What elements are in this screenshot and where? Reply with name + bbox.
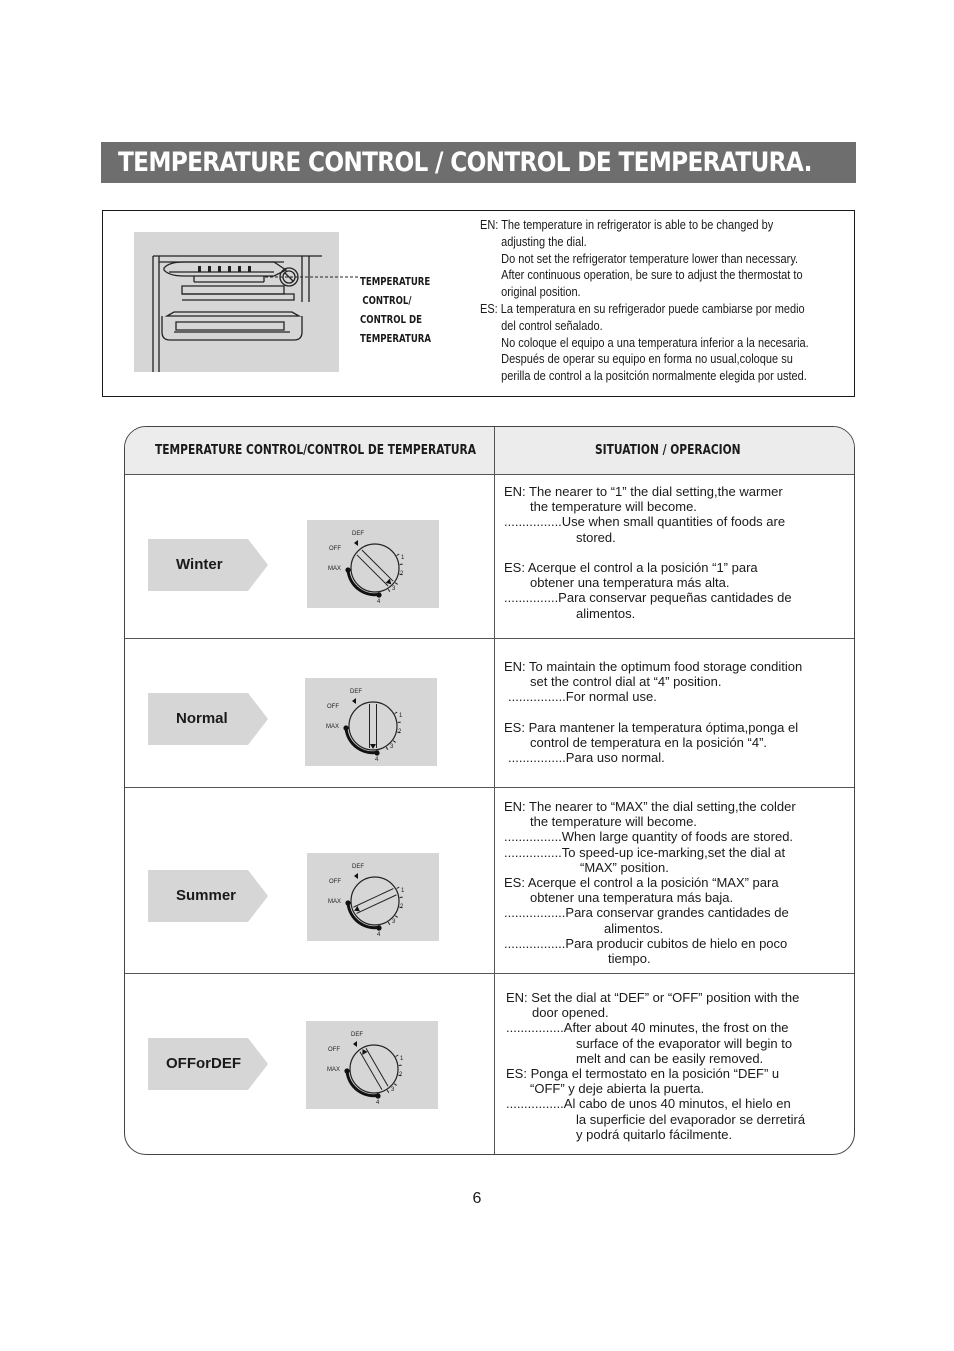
text-line: ................For normal use. — [508, 689, 657, 705]
dial-label-3: 3 — [392, 586, 396, 592]
label-tag — [148, 870, 268, 922]
dial-tick — [395, 916, 397, 918]
dial-pointer — [354, 889, 397, 914]
table-row-off-def — [125, 974, 854, 1155]
dial-label-max: MAX — [326, 724, 340, 730]
dial-label-off: OFF — [328, 1047, 340, 1053]
text-line: ................After about 40 minutes, the frost on the — [506, 1020, 789, 1036]
text-line: surface of the evaporator will begin to — [576, 1035, 793, 1051]
text-line: ...............Para conservar pequeñas cantidades de — [504, 590, 792, 606]
intro-line: ES: La temperatura en su refrigerador puede cambiarse por medio — [480, 301, 805, 316]
season-label: Summer — [176, 887, 237, 904]
intro-line: Después de operar su equipo en forma no usual,coloque su — [501, 352, 793, 367]
situation-text — [504, 799, 796, 966]
intro-line: adjusting the dial. — [501, 234, 587, 249]
dial-illustration — [307, 520, 439, 608]
position-4-marker — [376, 925, 381, 930]
callout-leader — [265, 275, 360, 279]
dial-label-4: 4 — [377, 932, 381, 938]
situation-text — [506, 990, 805, 1142]
text-line: ................Al cabo de unos 40 minutos, el hielo en — [506, 1096, 791, 1112]
dial-label-3: 3 — [390, 744, 394, 750]
dial-tick — [388, 589, 390, 592]
dial-label-def: DEF — [351, 1032, 363, 1038]
intro-box — [102, 210, 855, 397]
dial-label-off: OFF — [329, 546, 341, 552]
situation-text — [504, 484, 792, 621]
text-line: ES: Acerque el control a la posición “MAX” para — [504, 874, 779, 890]
text-line: .................Para producir cubitos de hielo en poco — [504, 935, 788, 951]
dial-label-2: 2 — [399, 1072, 403, 1078]
dial-scale-arc — [346, 728, 379, 753]
dial-label-4: 4 — [375, 757, 379, 763]
max-marker — [343, 725, 348, 730]
text-line: EN: The nearer to “1” the dial setting,the warmer — [504, 484, 783, 499]
pointer-arrow-icon — [370, 744, 376, 749]
max-marker — [344, 1068, 349, 1073]
header-control: TEMPERATURE CONTROL/CONTROL DE TEMPERATURA — [155, 443, 477, 458]
callout-line: CONTROL/ — [362, 294, 412, 307]
position-4-marker — [375, 1093, 380, 1098]
text-line: ES: Para mantener la temperatura óptima,ponga el — [504, 719, 799, 735]
position-4-marker — [374, 750, 379, 755]
dial-label-3: 3 — [392, 919, 396, 925]
dial-label-def: DEF — [352, 531, 364, 537]
intro-line: Do not set the refrigerator temperature lower than necessary. — [501, 251, 799, 266]
text-line: ES: Ponga el termostato en la posición “DEF” u — [506, 1065, 780, 1081]
dial-label-max: MAX — [327, 1067, 341, 1073]
dial-pointer — [360, 1048, 388, 1090]
text-line: “MAX” position. — [580, 859, 669, 875]
intro-text — [480, 217, 809, 385]
dial-graphic — [307, 520, 439, 608]
dial-illustration — [307, 853, 439, 941]
text-line: the temperature will become. — [530, 814, 697, 830]
dial-knob — [351, 544, 399, 592]
text-line: ES: Acerque el control a la posición “1” para — [504, 559, 758, 575]
text-line: EN: Set the dial at “DEF” or “OFF” position with the — [506, 990, 800, 1005]
season-label: OFForDEF — [166, 1055, 241, 1072]
dial-tick — [395, 712, 398, 714]
dial-label-def: DEF — [350, 689, 362, 695]
text-line: ................To speed-up ice-marking,set the dial at — [504, 844, 786, 860]
dial-scale-arc — [347, 1071, 380, 1096]
intro-line: After continuous operation, be sure to adjust the thermostat to — [501, 268, 803, 283]
max-marker — [345, 567, 350, 572]
text-line: .................Para conservar grandes cantidades de — [504, 905, 789, 921]
intro-line: original position. — [501, 285, 581, 300]
text-line: obtener una temperatura más alta. — [530, 575, 730, 591]
text-line — [504, 705, 802, 720]
dial-tick — [397, 554, 400, 556]
label-tag — [148, 1038, 268, 1090]
text-line: ................When large quantity of foods are stored. — [504, 829, 794, 845]
dial-label-1: 1 — [400, 1056, 404, 1062]
dial-label-4: 4 — [377, 599, 381, 605]
dial-label-1: 1 — [399, 713, 403, 719]
text-line: set the control dial at “4” position. — [530, 674, 722, 690]
intro-line: No coloque el equipo a una temperatura inferior a la necesaria. — [501, 335, 809, 350]
dial-tick — [396, 1055, 399, 1057]
dial-label-max: MAX — [328, 566, 342, 572]
page-title: TEMPERATURE CONTROL / CONTROL DE TEMPERATURA. — [118, 147, 812, 178]
callout-line: CONTROL DE — [360, 313, 422, 326]
intro-line: perilla de control a la positción normalmente elegida por usted. — [501, 369, 807, 384]
dial-tick — [387, 1090, 389, 1093]
table-header — [125, 427, 854, 475]
text-line: ................Para uso normal. — [508, 750, 665, 766]
text-line: EN: The nearer to “MAX” the dial setting,the colder — [504, 799, 796, 814]
callout-line: TEMPERATURA — [360, 332, 432, 345]
text-line: stored. — [576, 529, 616, 545]
off-arrow-icon — [352, 698, 356, 704]
dial-label-max: MAX — [328, 899, 342, 905]
dial-tick — [397, 887, 400, 889]
dial-illustration — [305, 678, 437, 766]
pointer-arrow-icon — [386, 579, 392, 585]
dial-label-3: 3 — [391, 1087, 395, 1093]
text-line: alimentos. — [576, 605, 636, 621]
text-line: “OFF” y deje abierta la puerta. — [530, 1081, 705, 1097]
dial-scale-arc — [348, 903, 381, 928]
dial-label-def: DEF — [352, 864, 364, 870]
off-arrow-icon — [353, 1041, 357, 1047]
dial-tick — [395, 583, 397, 585]
text-line: the temperature will become. — [530, 499, 697, 515]
text-line: alimentos. — [604, 920, 664, 936]
dial-tick — [388, 922, 390, 925]
label-tag — [148, 539, 268, 591]
dial-label-2: 2 — [398, 729, 402, 735]
season-label: Winter — [176, 556, 223, 573]
page-number: 6 — [472, 1190, 482, 1207]
callout-label — [360, 272, 431, 348]
text-line: door opened. — [532, 1005, 609, 1021]
text-line: ................Use when small quantities of foods are — [504, 514, 786, 530]
dial-graphic — [305, 678, 437, 766]
header-situation: SITUATION / OPERACION — [595, 443, 741, 458]
table-row-winter — [125, 475, 854, 639]
intro-line: del control señalado. — [501, 318, 603, 333]
text-line: y podrá quitarlo fácilmente. — [576, 1126, 733, 1142]
dial-graphic — [306, 1021, 438, 1109]
text-line: obtener una temperatura más baja. — [530, 890, 734, 906]
dial-label-2: 2 — [400, 904, 404, 910]
label-tag — [148, 693, 268, 745]
settings-table — [124, 426, 855, 1155]
dial-pointer — [370, 704, 377, 748]
text-line: melt and can be easily removed. — [576, 1050, 764, 1066]
text-line: tiempo. — [608, 950, 651, 966]
text-line — [504, 545, 792, 560]
text-line: la superficie del evaporador se derretirá — [576, 1111, 806, 1127]
position-4-marker — [376, 592, 381, 597]
dial-knob — [349, 702, 397, 750]
off-arrow-icon — [354, 540, 358, 546]
column-divider — [494, 427, 495, 1154]
table-row-summer — [125, 788, 854, 974]
title-bar — [101, 142, 856, 183]
fridge-illustration — [134, 232, 339, 372]
dial-tick — [393, 741, 395, 743]
table-row-normal — [125, 639, 854, 788]
dial-label-1: 1 — [401, 888, 405, 894]
dial-knob — [350, 1045, 398, 1093]
dial-label-off: OFF — [329, 879, 341, 885]
text-line: EN: To maintain the optimum food storage condition — [504, 659, 803, 674]
situation-text — [504, 659, 802, 765]
dial-tick — [386, 747, 388, 750]
dial-label-2: 2 — [400, 571, 404, 577]
callout-line: TEMPERATURE — [360, 275, 431, 288]
dial-knob — [351, 877, 399, 925]
dial-label-1: 1 — [401, 555, 405, 561]
max-marker — [345, 900, 350, 905]
dial-illustration — [306, 1021, 438, 1109]
season-label: Normal — [176, 710, 228, 727]
dial-label-4: 4 — [376, 1100, 380, 1106]
dial-pointer — [357, 550, 393, 586]
dial-tick — [394, 1084, 396, 1086]
text-line: control de temperatura en la posición “4”. — [530, 734, 768, 750]
dial-graphic — [307, 853, 439, 941]
off-arrow-icon — [354, 873, 358, 879]
intro-line: EN: The temperature in refrigerator is able to be changed by — [480, 218, 774, 232]
dial-label-off: OFF — [327, 704, 339, 710]
